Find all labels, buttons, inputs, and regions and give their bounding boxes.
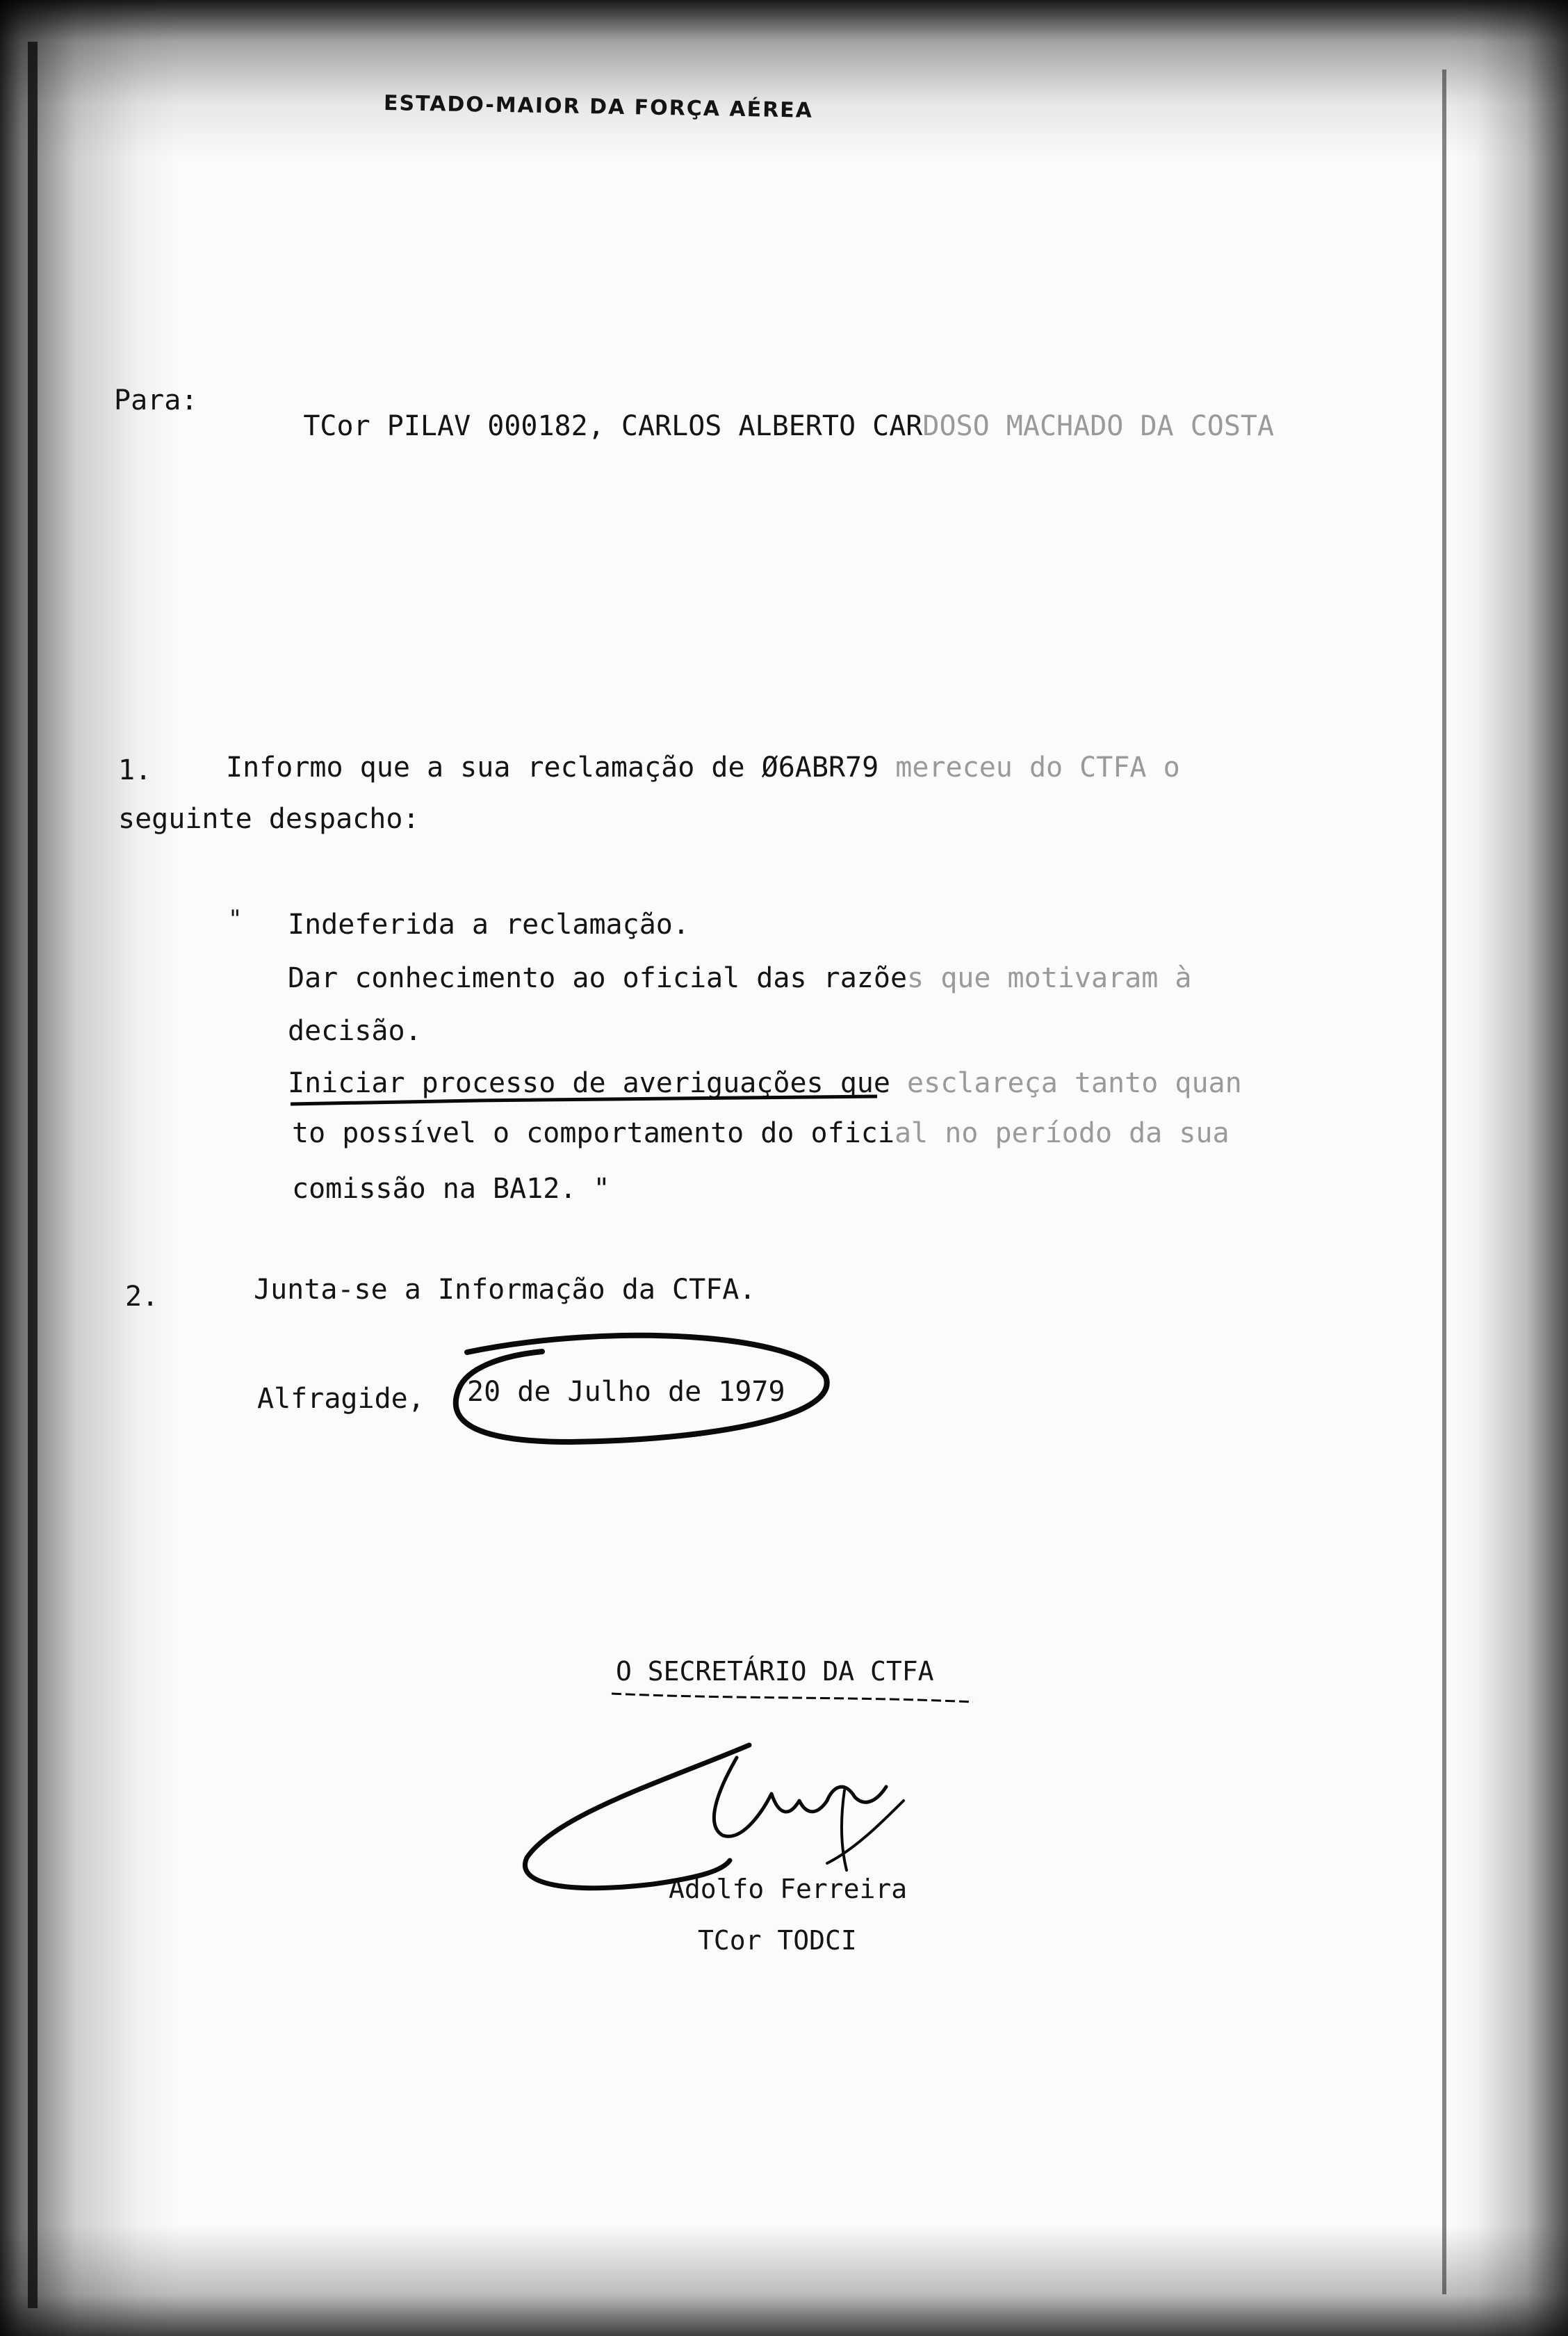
quote-line-2-main: Dar conhecimento ao oficial das razõe bbox=[288, 962, 908, 994]
handwritten-underline bbox=[291, 1096, 877, 1104]
signatory-name: Adolfo Ferreira bbox=[669, 1874, 908, 1904]
recipient-label: Para: bbox=[114, 384, 198, 416]
item-2-number: 2. bbox=[125, 1281, 159, 1313]
quote-line-5-faded: al no período da sua bbox=[894, 1117, 1230, 1149]
date-circle-mark bbox=[456, 1336, 827, 1442]
quote-line-6: comissão na BA12. " bbox=[292, 1173, 610, 1205]
recipient-name-faded: DOSO MACHADO DA COSTA bbox=[922, 410, 1275, 442]
quote-line-3: decisão. bbox=[288, 1015, 422, 1047]
item-1-line-1-faded: mereceu do CTFA o bbox=[895, 752, 1180, 784]
quote-line-5-main: to possível o comportamento do ofici bbox=[292, 1117, 895, 1149]
quote-line-1: Indeferida a reclamação. bbox=[288, 909, 689, 941]
item-1-line-2: seguinte despacho: bbox=[118, 803, 420, 835]
quote-line-4-faded: esclareça tanto quan bbox=[907, 1067, 1242, 1099]
quote-line-2-faded: s que motivaram à bbox=[907, 962, 1192, 994]
date-text: 20 de Julho de 1979 bbox=[467, 1376, 785, 1408]
letterhead-org: ESTADO-MAIOR DA FORÇA AÉREA bbox=[383, 91, 814, 123]
signatory-rank: TCor TODCI bbox=[698, 1925, 857, 1956]
item-1-line-1-main: Informo que a sua reclamação de Ø6ABR79 bbox=[226, 752, 896, 784]
quote-open-mark: " bbox=[228, 905, 243, 933]
signature-scrawl bbox=[714, 1758, 886, 1836]
item-1-number: 1. bbox=[118, 754, 152, 786]
quote-line-4-main: Iniciar processo de averiguações que bbox=[288, 1067, 908, 1099]
place-label: Alfragide, bbox=[257, 1383, 425, 1415]
recipient-name-main: TCor PILAV 000182, CARLOS ALBERTO CAR bbox=[303, 410, 923, 442]
item-2-text: Junta-se a Informação da CTFA. bbox=[254, 1274, 756, 1306]
signature-line bbox=[612, 1694, 973, 1702]
signatory-title: O SECRETÁRIO DA CTFA bbox=[616, 1656, 934, 1687]
